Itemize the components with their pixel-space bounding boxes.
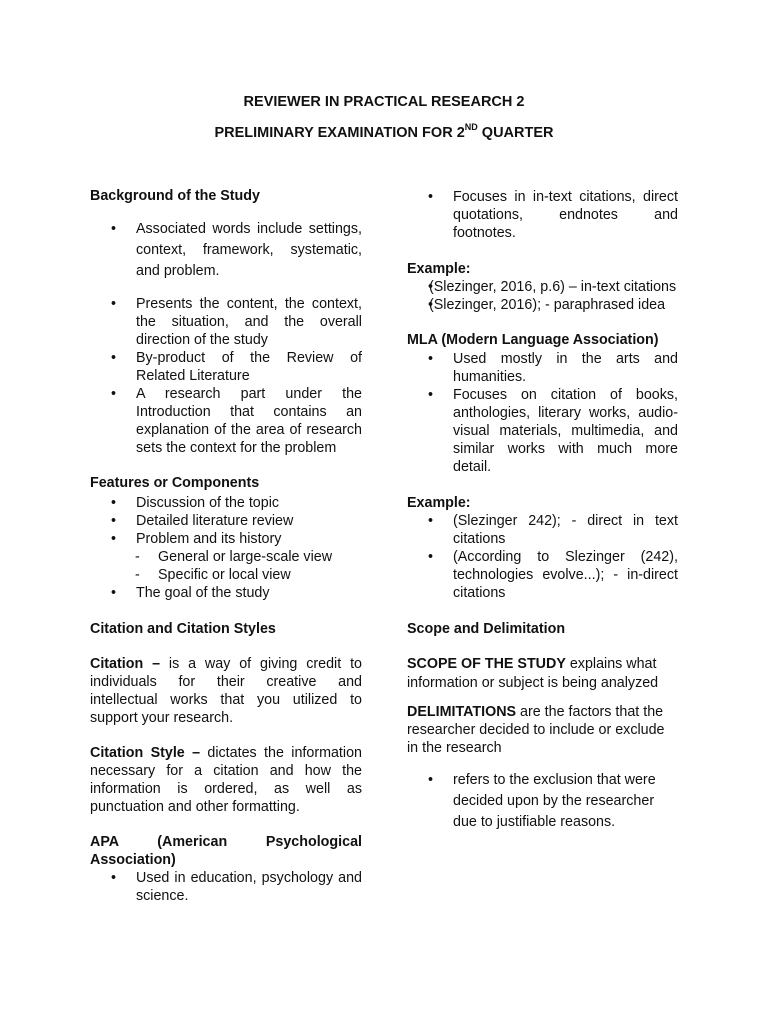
list-item: • (Slezinger, 2016, p.6) – in-text citations: [407, 278, 678, 296]
list-item: • Discussion of the topic: [90, 494, 362, 512]
background-list: [90, 219, 362, 457]
scope-term: SCOPE OF THE STUDY: [407, 656, 566, 672]
apa-list-continued: [407, 188, 678, 242]
list-item: • Used in education, psychology and science.: [90, 869, 362, 905]
sub-list-item: - Specific or local view: [90, 566, 362, 584]
citation-style-definition: [90, 744, 362, 816]
mla-list: [407, 350, 678, 476]
list-item: • refers to the exclusion that were decided upon by the researcher due to justifiable reasons.: [407, 770, 678, 833]
document-subtitle: [0, 124, 768, 142]
features-heading: Features or Components: [90, 475, 260, 491]
sub-list-item: - General or large-scale view: [90, 548, 362, 566]
background-heading: Background of the Study: [90, 188, 260, 204]
citation-style-term: Citation Style –: [90, 745, 201, 761]
example-heading-2: Example:: [407, 495, 471, 511]
scope-heading: Scope and Delimitation: [407, 621, 566, 637]
mla-example-list: [407, 512, 678, 602]
list-item: • Focuses in in-text citations, direct quotations, endnotes and footnotes.: [407, 188, 678, 242]
citation-def-text: is a way of giving credit to individuals for their creative and intellectual works that you utilized to support your research.: [90, 656, 362, 726]
features-list: [90, 494, 362, 602]
citation-style-def-text: dictates the information necessary for a citation and how the information is ordered, as well as punctuation and other formatting.: [90, 745, 362, 815]
subtitle-superscript: ND: [464, 122, 478, 133]
delimitations-list: [407, 770, 678, 833]
list-item: • By-product of the Review of Related Literature: [90, 349, 362, 385]
list-item: • Problem and its history: [90, 530, 362, 548]
citation-term: Citation –: [90, 656, 161, 672]
citation-definition: [90, 655, 362, 727]
list-item: • Focuses on citation of books, anthologies, literary works, audio-visual materials, multimedia, and similar works with much more detail.: [407, 386, 678, 476]
list-item: • The goal of the study: [90, 584, 362, 602]
citation-heading: Citation and Citation Styles: [90, 621, 276, 637]
list-item: • A research part under the Introduction that contains an explanation of the area of research sets the context for the problem: [90, 385, 362, 457]
apa-list: [90, 869, 362, 905]
subtitle-quarter: QUARTER: [477, 125, 554, 141]
list-item: • (According to Slezinger (242), technologies evolve...); - in-direct citations: [407, 548, 678, 602]
example-heading: Example:: [407, 261, 471, 277]
list-item: • (Slezinger 242); - direct in text citations: [407, 512, 678, 548]
document-title: REVIEWER IN PRACTICAL RESEARCH 2: [243, 94, 525, 110]
list-item: • Presents the content, the context, the situation, and the overall direction of the study: [90, 295, 362, 349]
list-item: • (Slezinger, 2016); - paraphrased idea: [407, 296, 678, 314]
list-item: • Associated words include settings, context, framework, systematic, and problem.: [90, 219, 362, 282]
left-column: [90, 186, 362, 905]
delimitations-def-text: are the factors that the researcher decided to include or exclude in the research: [407, 704, 665, 756]
delimitations-term: DELIMITATIONS: [407, 704, 517, 720]
apa-example-list: [407, 278, 678, 314]
right-column: [407, 186, 678, 833]
list-item: • Detailed literature review: [90, 512, 362, 530]
list-item: • Used mostly in the arts and humanities.: [407, 350, 678, 386]
subtitle-text: PRELIMINARY EXAMINATION FOR 2: [214, 125, 465, 141]
delimitations-definition: [407, 703, 678, 757]
apa-heading: APA (American Psychological Association): [90, 834, 362, 868]
mla-heading: MLA (Modern Language Association): [407, 332, 659, 348]
scope-def-text: explains what information or subject is being analyzed: [407, 656, 659, 691]
scope-definition: [407, 655, 678, 693]
